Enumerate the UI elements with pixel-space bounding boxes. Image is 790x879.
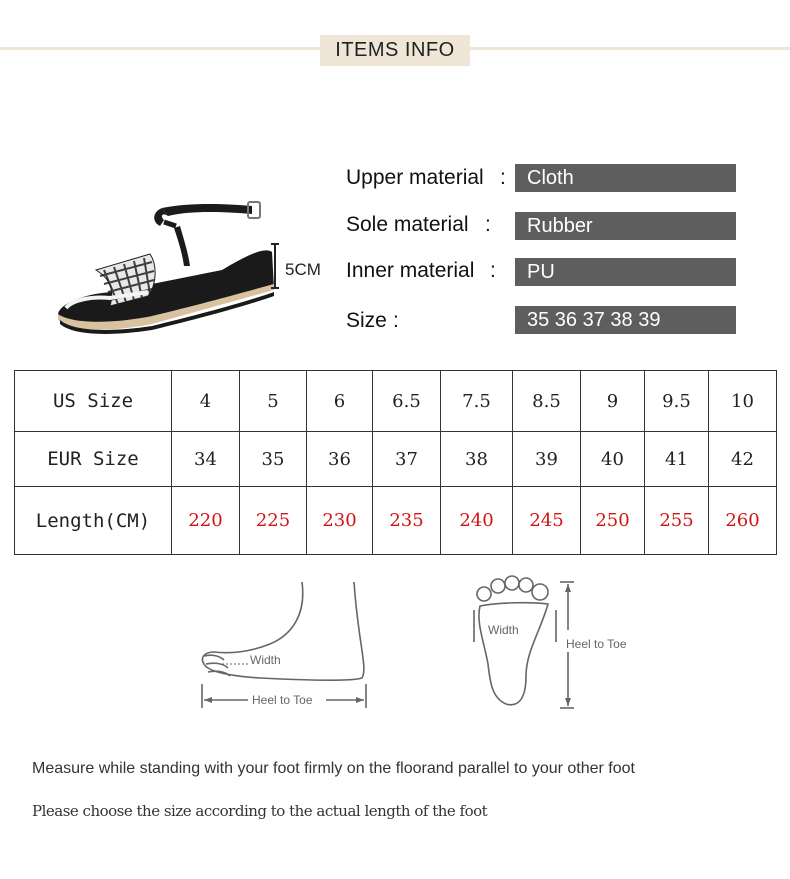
table-cell: 36 xyxy=(307,432,373,487)
spec-value-size: 35 36 37 38 39 xyxy=(515,306,736,334)
spec-label-inner: Inner material xyxy=(346,259,475,282)
heel-height-bracket xyxy=(270,243,280,289)
table-cell: 245 xyxy=(513,487,581,555)
spec-value-sole: Rubber xyxy=(515,212,736,240)
sandal-image xyxy=(52,196,282,336)
table-cell: 225 xyxy=(240,487,307,555)
size-instruction: Please choose the size according to the actual length of the foot xyxy=(32,802,488,820)
table-cell: 42 xyxy=(709,432,777,487)
row-header-eur: EUR Size xyxy=(15,432,172,487)
top-width-label: Width xyxy=(488,623,519,637)
spec-colon-size: : xyxy=(393,309,399,332)
spec-label-upper: Upper material xyxy=(346,166,484,189)
table-cell: 230 xyxy=(307,487,373,555)
spec-label-sole: Sole material xyxy=(346,213,469,236)
row-header-us: US Size xyxy=(15,371,172,432)
table-cell: 240 xyxy=(441,487,513,555)
table-cell: 250 xyxy=(581,487,645,555)
items-info-title: ITEMS INFO xyxy=(320,35,470,66)
table-cell: 9 xyxy=(581,371,645,432)
spec-value-inner: PU xyxy=(515,258,736,286)
top-length-label: Heel to Toe xyxy=(566,637,627,651)
foot-side-diagram xyxy=(190,572,380,722)
spec-colon-inner: : xyxy=(490,259,496,282)
table-cell: 37 xyxy=(373,432,441,487)
table-cell: 40 xyxy=(581,432,645,487)
table-row-length xyxy=(15,487,777,555)
table-cell: 41 xyxy=(645,432,709,487)
size-chart-table xyxy=(14,370,777,555)
header-rule-right xyxy=(470,47,790,50)
table-cell: 6.5 xyxy=(373,371,441,432)
spec-label-size: Size xyxy=(346,309,387,332)
table-cell: 10 xyxy=(709,371,777,432)
header-rule-left xyxy=(0,47,320,50)
foot-top-diagram xyxy=(460,572,660,722)
table-cell: 34 xyxy=(172,432,240,487)
row-header-length: Length(CM) xyxy=(15,487,172,555)
table-cell: 5 xyxy=(240,371,307,432)
table-cell: 38 xyxy=(441,432,513,487)
table-cell: 7.5 xyxy=(441,371,513,432)
table-row-us xyxy=(15,371,777,432)
heel-height-label: 5CM xyxy=(285,260,321,279)
measure-instruction: Measure while standing with your foot firmly on the floorand parallel to your other foot xyxy=(32,760,635,777)
table-cell: 8.5 xyxy=(513,371,581,432)
table-cell: 255 xyxy=(645,487,709,555)
table-cell: 235 xyxy=(373,487,441,555)
side-width-label: Width xyxy=(250,653,281,667)
table-cell: 260 xyxy=(709,487,777,555)
table-cell: 39 xyxy=(513,432,581,487)
table-cell: 6 xyxy=(307,371,373,432)
table-cell: 4 xyxy=(172,371,240,432)
table-cell: 220 xyxy=(172,487,240,555)
spec-colon-upper: : xyxy=(500,166,506,189)
table-cell: 35 xyxy=(240,432,307,487)
table-row-eur xyxy=(15,432,777,487)
spec-colon-sole: : xyxy=(485,213,491,236)
table-cell: 9.5 xyxy=(645,371,709,432)
spec-value-upper: Cloth xyxy=(515,164,736,192)
side-length-label: Heel to Toe xyxy=(252,693,313,707)
